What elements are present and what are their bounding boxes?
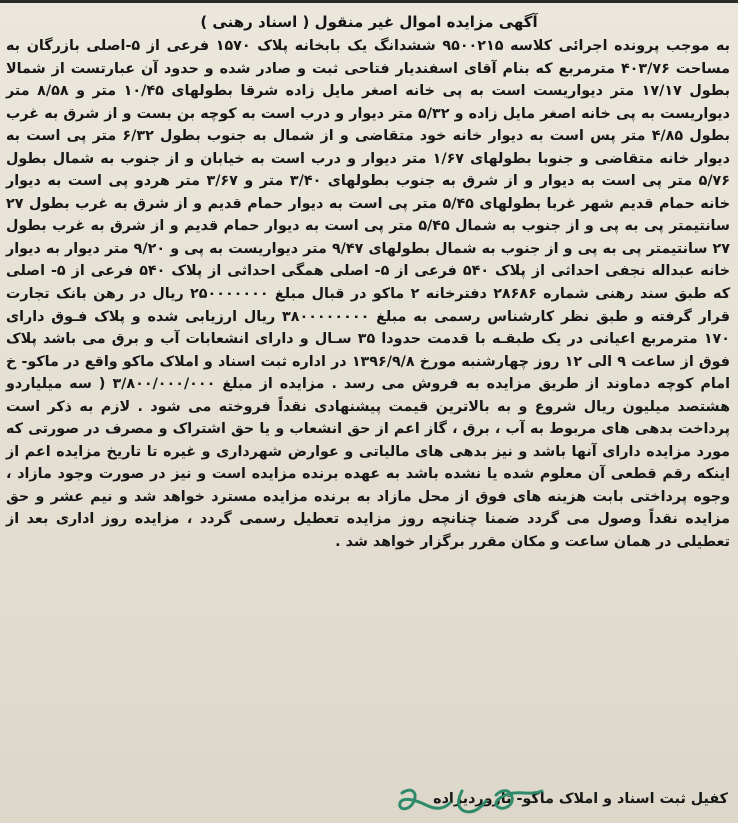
handwritten-number-mark <box>392 781 562 823</box>
signature-row <box>20 769 728 809</box>
notice-title: آگهی مزایده اموال غیر منقول ( اسناد رهنی ) <box>200 13 538 31</box>
notice-signature: کفیل ثبت اسناد و املاک ماکو- تاروردیزاده <box>433 791 728 807</box>
notice-body: به موجب پرونده اجرائی کلاسه ۹۵۰۰۲۱۵ ششدانگ یک بابخانه پلاک ۱۵۷۰ فرعی از ۵-اصلی بازرگان به مساحت ۴۰۳/۷۶ مترمربع که بنام آقای اسفندیار فتاحی ثبت و صادر شده و حدود آن عبارتست از شمالا بطول ۱۷/۱۷ متر دیواریست است به پی خانه اصغر مایل زاده شرقا بطولهای ۱۰/۴۵ متر و ۸/۵۸ متر دیواریست به پی خانه اصغر مایل زاده و ۵/۳۲ متر دیوار و درب است به کوچه بن بست و از شرق به غرب بطول ۴/۸۵ متر پس است به دیوار خانه خود متقاضی و از شمال به جنوب بطول ۶/۳۲ متر پی است به دیوار خانه متقاضی و جنوبا بطولهای ۱/۶۷ متر دیوار و درب است به خیابان و از جنوب به شمال بطول ۵/۷۶ متر پی است به دیوار و از شرق به جنوب بطولهای ۳/۴۰ متر و ۳/۶۷ متر هردو پی است به دیوار خانه حمام قدیم شهر غربا بطولهای ۵/۴۵ متر پی است به دیوار حمام قدیم و از شرق به غرب بطول ۲۷ سانتیمتر پی به پی و از جنوب به شمال ۵/۴۵ متر پی است به دیوار حمام قدیم و از شرق به غرب بطول ۲۷ سانتیمتر پی به پی و از جنوب به شمال بطولهای ۹/۴۷ متر دیواریست به پی و ۹/۲۰ متر دیوار به دیوار خانه عبداله نجفی احداثی از پلاک ۵۴۰ فرعی از ۵- اصلی همگی احداثی از پلاک ۵۴۰ فرعی از ۵- اصلی که طبق سند رهنی شماره ۲۸۶۸۶ دفترخانه ۲ ماکو در قبال مبلغ ۲۵۰۰۰۰۰۰۰ ریال در رهن بانک تجارت قرار گرفته و طبق نظر کارشناس رسمی به مبلغ ۳۸۰۰۰۰۰۰۰۰ ریال ارزیابی شده و پلاک فـوق دارای ۱۷۰ مترمربع اعیانی در یک طبقـه با قدمت حدودا ۳۵ سـال و دارای انشعابات آب و برق می باشد پلاک فوق از ساعت ۹ الی ۱۲ روز چهارشنبه مورخ ۱۳۹۶/۹/۸ در اداره ثبت اسناد و املاک ماکو واقع در ماکو- خ امام کوچه دماوند از طریق مزایده به فروش می رسد . مزایده از مبلغ ۳/۸۰۰/۰۰۰/۰۰۰ ( سه میلیاردو هشتصد میلیون ریال شروع و به بالاترین قیمت پیشنهادی نقداً فروخته می شود . لازم به ذکر است پرداخت بدهی های مربوط به آب ، برق ، گاز اعم از حق انشعاب و یا حق اشتراک و مصرف در صورتی که مورد مزایده دارای آنها باشد و نیز بدهی های مالیاتی و عوارض شهرداری و غیره تا تاریخ مزایده اعم از اینکه رقم قطعی آن معلوم شده یا نشده باشد به عهده برنده مزایده است و نیز در صورت وجود مازاد ، وجوه پرداختی بابت هزینه های فوق از محل مازاد به برنده مزایده مسترد خواهد شد و نیم عشر و حق مزایده نقداً وصول می گردد ضمنا چنانچه روز مزایده تعطیل رسمی گردد ، مزایده روز اداری بعد از تعطیلی در همان ساعت و مکان مقرر برگزار خواهد شد . <box>6 38 731 551</box>
